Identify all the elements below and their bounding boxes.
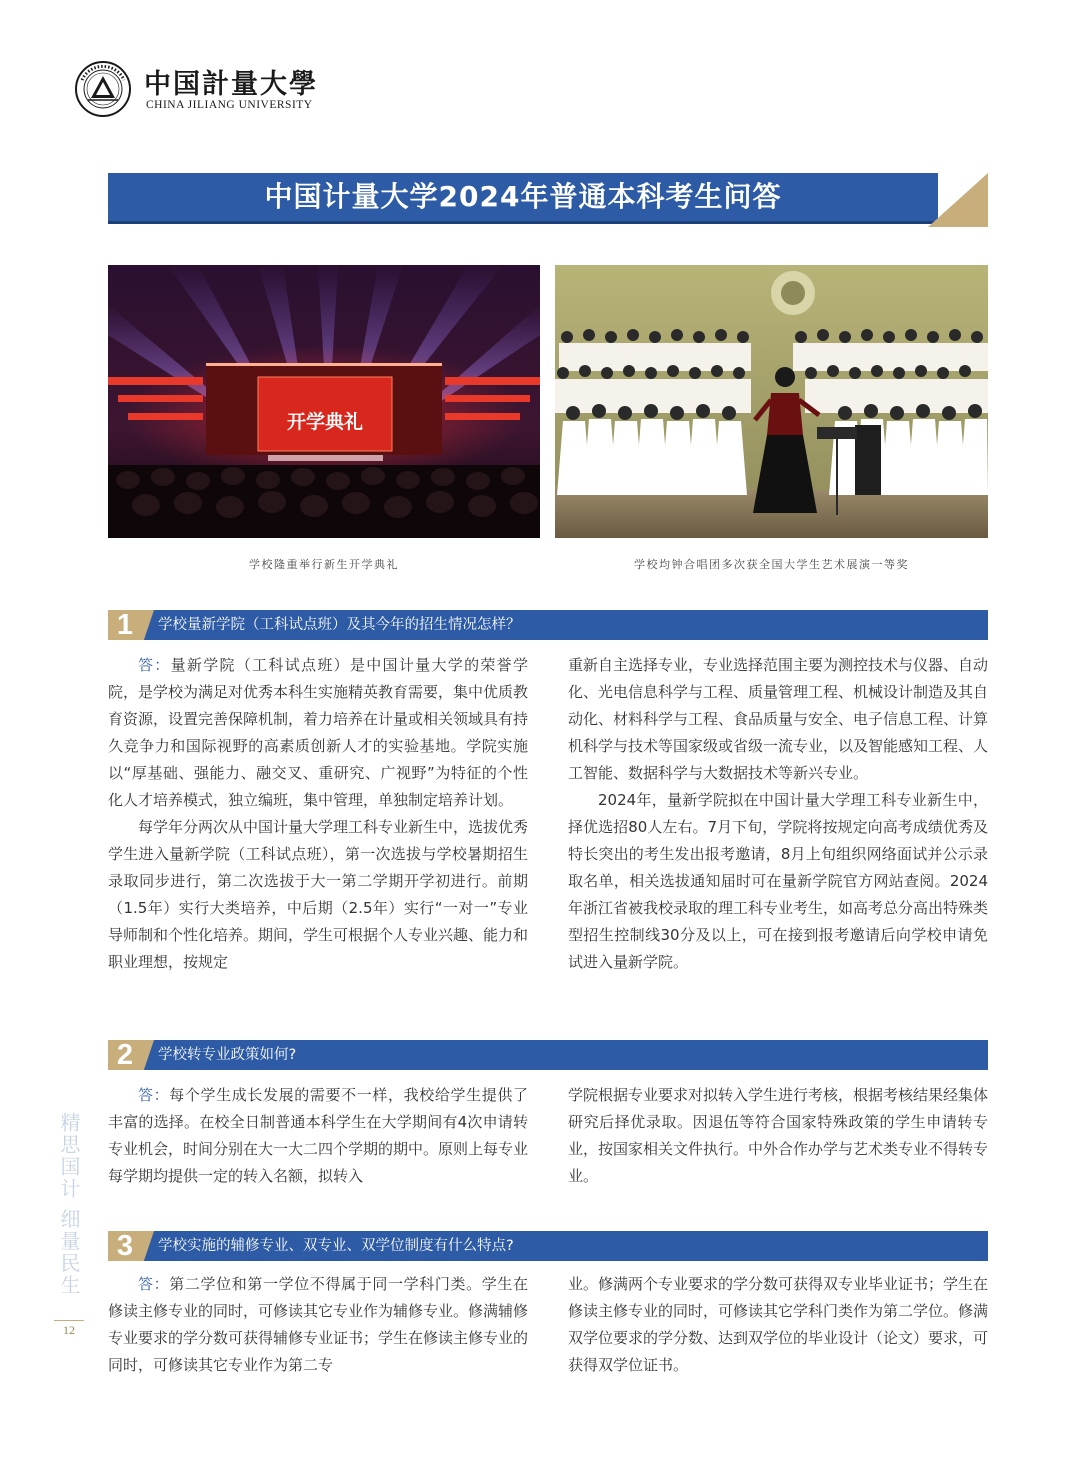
side-motto-text: 精思国计 细量民生 bbox=[57, 1112, 81, 1297]
answer-2-paragraph: 学院根据专业要求对拟转入学生进行考核，根据考核结果经集体研究后择优录取。因退伍等符合国家特殊政策的学生申请转专业，按国家相关文件执行。中外合作办学与艺术类专业不得转专业。 bbox=[568, 1086, 989, 1185]
answer-1-paragraph bbox=[108, 652, 528, 814]
answer-2-text: 每个学生成长发展的需要不一样，我校给学生提供了丰富的选择。在校全日制普通本科学生在大学期间有4次申请转专业机会，时间分别在大一大二四个学期的期中。原则上每专业每学期均提供一定的转入名额，拟转入 bbox=[108, 1086, 529, 1185]
question-1-header bbox=[108, 610, 988, 640]
answer-1-left-column bbox=[108, 652, 528, 976]
photo-opening-ceremony bbox=[108, 265, 540, 538]
answer-2-right-column bbox=[568, 1082, 988, 1190]
caption-choir: 学校均钟合唱团多次获全国大学生艺术展演一等奖 bbox=[634, 558, 909, 571]
answer-1-paragraph: 2024年，量新学院拟在中国计量大学理工科专业新生中，择优选招80人左右。7月下旬，学院将按规定向高考成绩优秀及特长突出的考生发出报考邀请，8月上旬组织网络面试并公示录取名单，相关选拔通知届时可在量新学院官方网站查阅。2024年浙江省被我校录取的理工科专业考生，如高考总分高出特殊类型招生控制线30分及以上，可在接到报考邀请后向学校申请免试进入量新学院。 bbox=[568, 791, 989, 971]
logo-chinese-name: 中国計量大學 bbox=[144, 69, 318, 100]
page-title: 中国计量大学2024年普通本科考生问答 bbox=[264, 180, 782, 213]
answer-3-label: 答： bbox=[138, 1275, 170, 1293]
answer-3-text: 第二学位和第一学位不得属于同一学科门类。学生在修读主修专业的同时，可修读其它专业作为辅修专业。修满辅修专业要求的学分数可获得辅修专业证书；学生在修读主修专业的同时，可修读其它专业作为第二专 bbox=[108, 1275, 529, 1374]
question-3-text: 学校实施的辅修专业、双专业、双学位制度有什么特点? bbox=[158, 1238, 514, 1254]
logo-english-name: CHINA JILIANG UNIVERSITY bbox=[146, 99, 313, 111]
title-banner bbox=[108, 173, 988, 227]
question-1-number: 1 bbox=[116, 609, 134, 641]
answer-2-label: 答： bbox=[138, 1086, 170, 1104]
answer-3-left-column bbox=[108, 1271, 528, 1379]
page-number-rule bbox=[54, 1320, 84, 1321]
answer-1-label: 答： bbox=[138, 656, 171, 674]
opening-ceremony-image bbox=[108, 265, 540, 538]
answer-3-right-column bbox=[568, 1271, 988, 1379]
title-underline bbox=[108, 221, 938, 224]
question-1-text: 学校量新学院（工科试点班）及其今年的招生情况怎样？ bbox=[158, 617, 521, 633]
answer-3-paragraph bbox=[108, 1271, 528, 1379]
side-motto bbox=[56, 1112, 82, 1312]
ceremony-screen-text: 开学典礼 bbox=[286, 411, 364, 433]
page-number: 12 bbox=[63, 1323, 75, 1337]
answer-1-right-column bbox=[568, 652, 988, 976]
answer-1-text: 量新学院（工科试点班）是中国计量大学的荣誉学院，是学校为满足对优秀本科生实施精英教育需要，集中优质教育资源，设置完善保障机制，着力培养在计量或相关领域具有持久竞争力和国际视野的高素质创新人才的实验基地。学院实施以“厚基础、强能力、融交叉、重研究、广视野”为特征的个性化人才培养模式，独立编班，集中管理，单独制定培养计划。 bbox=[108, 656, 529, 809]
caption-opening-ceremony: 学校隆重举行新生开学典礼 bbox=[249, 558, 399, 571]
answer-3-paragraph: 业。修满两个专业要求的学分数可获得双专业毕业证书；学生在修读主修专业的同时，可修读其它学科门类作为第二学位。修满双学位要求的学分数、达到双学位的毕业设计（论文）要求，可获得双学位证书。 bbox=[568, 1275, 989, 1374]
answer-2-paragraph bbox=[108, 1082, 528, 1190]
question-2-text: 学校转专业政策如何? bbox=[158, 1047, 297, 1063]
university-logo bbox=[74, 58, 318, 120]
answer-1-paragraph: 每学年分两次从中国计量大学理工科专业新生中，选拔优秀学生进入量新学院（工科试点班），第一次选拔与学校暑期招生录取同步进行，第二次选拔于大一第二学期开学初进行。前期（1.5年）实行大类培养，中后期（2.5年）实行“一对一”专业导师制和个性化培养。期间，学生可根据个人专业兴趣、能力和职业理想，按规定 bbox=[108, 818, 529, 971]
answer-2-left-column bbox=[108, 1082, 528, 1190]
question-2-header bbox=[108, 1040, 988, 1070]
choir-image bbox=[555, 265, 988, 538]
question-2-number: 2 bbox=[116, 1039, 134, 1071]
answer-1-paragraph: 重新自主选择专业，专业选择范围主要为测控技术与仪器、自动化、光电信息科学与工程、质量管理工程、机械设计制造及其自动化、材料科学与工程、食品质量与安全、电子信息工程、计算机科学与技术等国家级或省级一流专业，以及智能感知工程、人工智能、数据科学与大数据技术等新兴专业。 bbox=[568, 656, 989, 782]
photo-choir bbox=[555, 265, 988, 538]
question-3-number: 3 bbox=[116, 1230, 134, 1262]
university-seal-icon bbox=[74, 60, 132, 118]
question-3-header bbox=[108, 1231, 988, 1261]
